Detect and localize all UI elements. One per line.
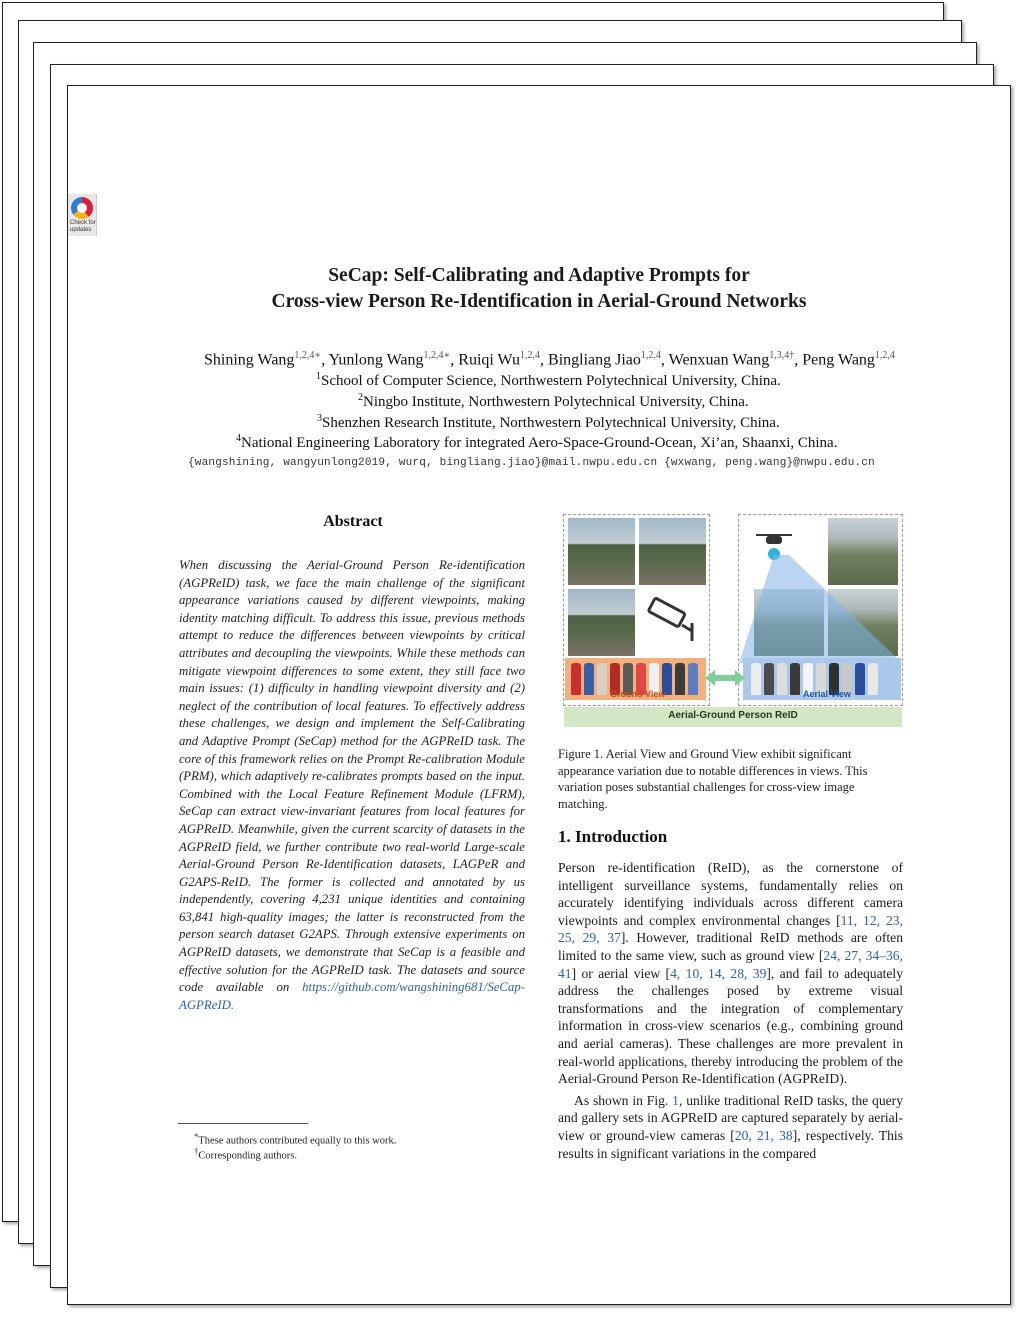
person-crop <box>790 663 800 695</box>
person-crop <box>675 663 685 695</box>
ground-view-label: Ground View <box>610 689 666 699</box>
affiliation-2: $^2$Ningbo Institute, Northwestern Polytechnical University, China. <box>358 392 749 410</box>
author-name: Peng Wang <box>802 351 875 369</box>
figure-ref-link[interactable]: 1 <box>672 1092 679 1108</box>
introduction-heading: 1. Introduction <box>558 827 668 846</box>
aerial-view-strip <box>743 658 901 700</box>
author-emails: {wangshining, wangyunlong2019, wurq, bingliang.jiao}@mail.nwpu.edu.cn {wxwang, peng.wang}@nwpu.edu.cn <box>188 457 875 469</box>
author-name: Bingliang Jiao <box>548 351 641 369</box>
person-crop <box>571 663 581 695</box>
check-updates-badge[interactable] <box>68 194 97 236</box>
crossmark-icon <box>71 197 93 219</box>
author-name: Yunlong Wang <box>328 351 424 369</box>
footnote-equal-contribution: *These authors contributed equally to this work. <box>194 1131 397 1147</box>
cctv-camera-icon <box>644 595 702 645</box>
citation-link[interactable]: 20, 21, 38 <box>734 1127 793 1143</box>
person-crop <box>597 663 607 695</box>
author-name: Ruiqi Wu <box>458 351 521 369</box>
ground-photo-3 <box>568 589 635 656</box>
affiliation-4: $^4$National Engineering Laboratory for integrated Aero-Space-Ground-Ocean, Xi’an, Shaanxi, China. <box>236 433 838 451</box>
double-arrow-icon <box>705 669 745 687</box>
citation-link[interactable]: 4, 10, 14, 28, 39 <box>670 965 767 981</box>
ground-photo-1 <box>568 518 635 585</box>
person-crop <box>688 663 698 695</box>
citation-link[interactable]: 24, 27, 34–36, 41 <box>558 947 903 981</box>
author-name: Shining Wang <box>204 351 295 369</box>
ground-view-strip <box>565 658 706 700</box>
person-crop <box>777 663 787 695</box>
abstract-heading: Abstract <box>323 513 383 530</box>
author-list: Shining Wang$^{1,2,4∗}$, Yunlong Wang$^{1,2,4∗}$, Ruiqi Wu$^{1,2,4}$, Bingliang Jiao$^{1,2,4}$, Wenxuan Wang$^{1,3,4\dagger}$, Peng Wang$^{1,2,4}$ <box>204 350 895 369</box>
person-crop <box>584 663 594 695</box>
introduction-text <box>558 859 903 1162</box>
check-updates-label: Check for updates <box>70 220 96 233</box>
ground-photo-2 <box>639 518 706 585</box>
intro-paragraph-2: As shown in Fig. 1, unlike traditional ReID tasks, the query and gallery sets in AGPReID are captured separately by aerial-view or ground-view cameras [20, 21, 38], respectively. This results in significant variations in the compared <box>558 1092 903 1161</box>
footnote-rule <box>178 1123 308 1124</box>
aerial-view-label: Aerial View <box>803 689 851 699</box>
person-crop <box>751 663 761 695</box>
affiliation-1: $^1$School of Computer Science, Northwestern Polytechnical University, China. <box>316 371 781 389</box>
source-code-link[interactable]: https://github.com/wangshining681/SeCap-AGPReID. <box>179 980 525 1012</box>
affiliation-3: $^3$Shenzhen Research Institute, Northwestern Polytechnical University, China. <box>317 413 780 431</box>
figure-1-caption: Figure 1. Aerial View and Ground View exhibit significant appearance variation due to notable differences in views. This variation poses substantial challenges for cross-view image matching. <box>558 747 868 811</box>
author-name: Wenxuan Wang <box>668 351 770 369</box>
figure-1 <box>558 511 904 734</box>
abstract-text: When discussing the Aerial-Ground Person Re-identification (AGPReID) task, we face the main challenge of the significant appearance variations caused by different viewpoints, making identity matching difficult. To address this issue, previous methods attempt to reduce the differences between viewpoints by critical attributes and decoupling the viewpoints. While these methods can mitigate viewpoint differences to some extent, they still face two main issues: (1) difficulty in handling viewpoint diversity and (2) neglect of the contribution of local features. To effectively address these challenges, we design and implement the Self-Calibrating and Adaptive Prompt (SeCap) method for the AGPReID task. The core of this framework relies on the Prompt Re-calibration Module (PRM), which adaptively re-calibrates prompts based on the input. Combined with the Local Feature Refinement Module (LFRM), SeCap can extract view-invariant features from local features for AGPReID. Meanwhile, given the current scarcity of datasets in the AGPReID field, we further contribute two real-world Large-scale Aerial-Ground Person Re-Identification datasets, LAGPeR and G2APS-ReID. The former is collected and annotated by us independently, covering 4,231 unique identities and containing 63,841 high-quality images; the latter is reconstructed from the person search dataset G2APS. Through extensive experiments on AGPReID datasets, we demonstrate that SeCap is a feasible and effective solution for the AGPReID task. The datasets and source code available on https://github.com/wangshining681/SeCap-AGPReID. <box>179 558 525 1012</box>
paper-title-line-1: SeCap: Self-Calibrating and Adaptive Prompts for <box>328 265 750 286</box>
intro-paragraph-1: Person re-identification (ReID), as the cornerstone of intelligent surveillance systems, fundamentally relies on accurately identifying individuals across different camera viewpoints and complex environmental changes [11, 12, 23, 25, 29, 37]. However, traditional ReID methods are often limited to the same view, such as ground view [24, 27, 34–36, 41] or aerial view [4, 10, 14, 28, 39], and fail to adequately address the challenges posed by extreme visual transformations and the integration of complementary information in cross-view scenarios (e.g., combining ground and aerial cameras). These challenges are more prevalent in real-world applications, thereby introducing the problem of the Aerial-Ground Person Re-Identification (AGPReID). <box>558 860 904 1087</box>
person-crop <box>764 663 774 695</box>
person-crop <box>855 663 865 695</box>
aerial-view-cone <box>739 555 902 663</box>
aerial-ground-bar <box>564 707 902 727</box>
footnote-corresponding: †Corresponding authors. <box>194 1146 297 1162</box>
aerial-ground-label: Aerial-Ground Person ReID <box>668 710 798 721</box>
paper-page <box>67 85 1011 1305</box>
paper-title-line-2: Cross-view Person Re-Identification in Aerial-Ground Networks <box>271 291 807 312</box>
person-crop <box>868 663 878 695</box>
citation-link[interactable]: 11, 12, 23, 25, 29, 37 <box>558 912 903 946</box>
